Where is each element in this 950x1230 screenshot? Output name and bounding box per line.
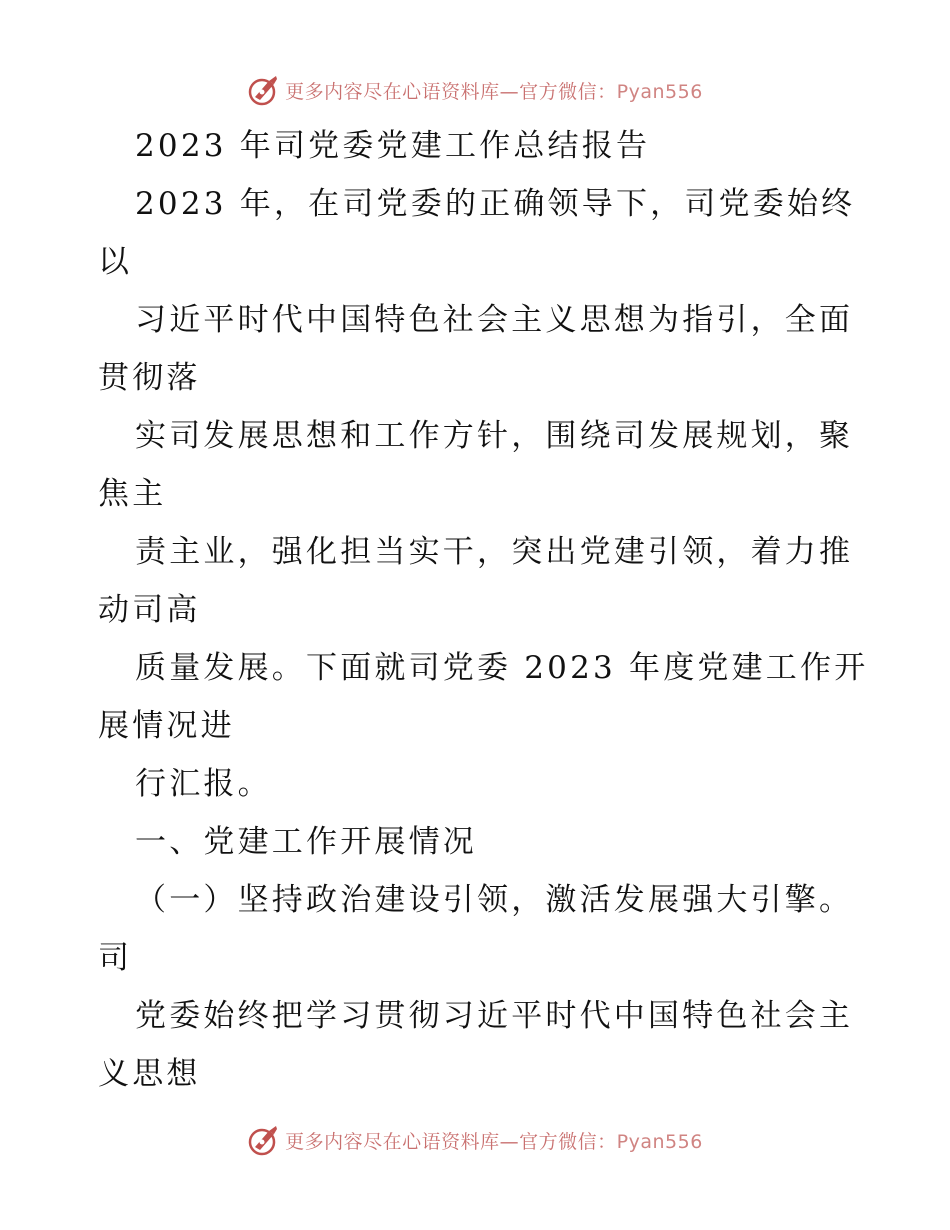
text-line: 贯彻落 — [98, 360, 201, 396]
pen-logo-icon — [247, 1123, 281, 1157]
section-heading: 一、党建工作开展情况 — [135, 824, 477, 860]
document-title: 2023 年司党委党建工作总结报告 — [135, 128, 651, 164]
text-line: 责主业，强化担当实干，突出党建引领，着力推 — [135, 534, 854, 570]
watermark-header — [0, 70, 950, 110]
watermark-text: 更多内容尽在心语资料库—官方微信：Pyan556 — [285, 1130, 703, 1153]
text-line: 行汇报。 — [135, 766, 272, 802]
pen-logo-icon — [247, 73, 281, 107]
text-line: 质量发展。下面就司党委 2023 年度党建工作开 — [135, 650, 869, 686]
text-line: 实司发展思想和工作方针，围绕司发展规划，聚 — [135, 418, 854, 454]
text-line: 党委始终把学习贯彻习近平时代中国特色社会主 — [135, 998, 854, 1034]
watermark-footer — [0, 1120, 950, 1160]
text-line: 义思想 — [98, 1056, 201, 1092]
text-line: 习近平时代中国特色社会主义思想为指引，全面 — [135, 302, 854, 338]
text-line: 司 — [98, 940, 133, 976]
text-line: 以 — [98, 244, 133, 280]
text-line: 展情况进 — [98, 708, 235, 744]
subsection-heading: （一）坚持政治建设引领，激活发展强大引擎。 — [135, 882, 854, 918]
document-body — [98, 117, 869, 1103]
watermark-text: 更多内容尽在心语资料库—官方微信：Pyan556 — [285, 80, 703, 103]
text-line: 焦主 — [98, 476, 167, 512]
text-line: 2023 年，在司党委的正确领导下，司党委始终 — [135, 186, 856, 222]
text-line: 动司高 — [98, 592, 201, 628]
